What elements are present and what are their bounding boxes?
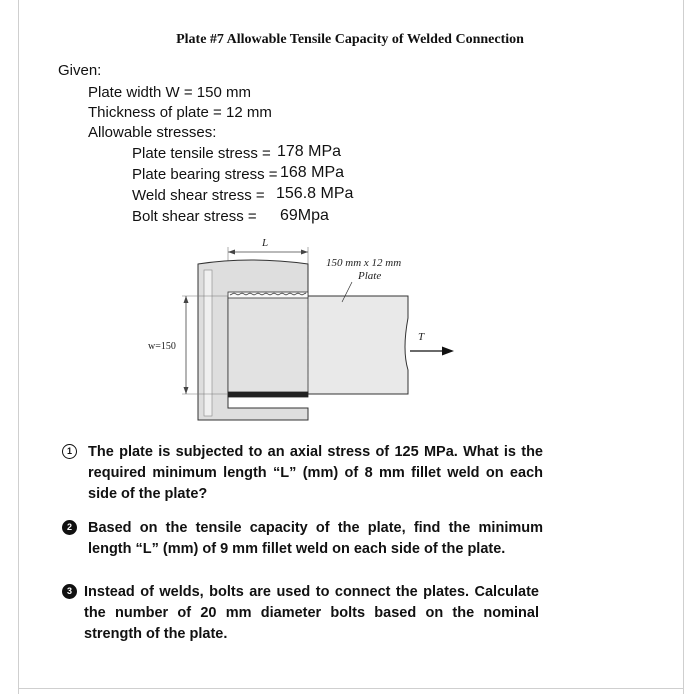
- load-arrowhead: [442, 347, 454, 356]
- dim-arrow-left: [228, 250, 235, 255]
- page-right-border: [683, 0, 684, 694]
- dim-label-L: L: [262, 237, 269, 249]
- question-text-2: Based on the tensile capacity of the plate, find the minimum length “L” (mm) of 9 mm fillet weld on each side of the plate.: [88, 520, 543, 557]
- weld-shear-value: 156.8 MPa: [276, 185, 354, 202]
- bearing-stress-label: Plate bearing stress =: [132, 166, 278, 183]
- load-label-T: T: [418, 331, 425, 343]
- tensile-stress-label: Plate tensile stress =: [132, 145, 271, 162]
- given-label: Given:: [58, 62, 102, 79]
- question-number-2: 2: [62, 520, 77, 535]
- dim-label-w: w=150: [148, 341, 176, 352]
- weld-shear-label: Weld shear stress =: [132, 187, 265, 204]
- dim-arrow-right: [301, 250, 308, 255]
- overlap-region: [228, 296, 308, 394]
- question-text-3: Instead of welds, bolts are used to connect the plates. Calculate the number of 20 mm diameter bolts based on the nominal strength of the plate.: [84, 584, 539, 642]
- bolt-shear-value: 69Mpa: [280, 207, 329, 224]
- dim-arrow-bottom: [184, 387, 189, 394]
- bolt-shear-label: Bolt shear stress =: [132, 208, 257, 225]
- dim-arrow-top: [184, 296, 189, 303]
- question-text-1: The plate is subjected to an axial stress of 125 MPa. What is the required minimum length “L” (mm) of 8 mm fillet weld on each side of the plate?: [88, 444, 543, 502]
- plate-size-label: 150 mm x 12 mm: [326, 257, 402, 269]
- tensile-stress-value: 178 MPa: [277, 143, 342, 160]
- bottom-fillet-weld: [228, 392, 308, 397]
- plate-width-text: Plate width W = 150 mm: [88, 84, 251, 101]
- welded-connection-diagram: [140, 230, 480, 430]
- thickness-text: Thickness of plate = 12 mm: [88, 104, 272, 121]
- allowable-stresses-label: Allowable stresses:: [88, 124, 217, 141]
- top-fillet-weld: [228, 292, 308, 298]
- page-bottom-border: [18, 688, 684, 689]
- question-number-3: 3: [62, 584, 77, 599]
- page-left-border: [18, 0, 19, 694]
- bearing-stress-value: 168 MPa: [280, 164, 345, 181]
- question-number-1: 1: [62, 444, 77, 459]
- page-title: Plate #7 Allowable Tensile Capacity of Welded Connection: [176, 32, 524, 47]
- plate-label: Plate: [358, 270, 382, 282]
